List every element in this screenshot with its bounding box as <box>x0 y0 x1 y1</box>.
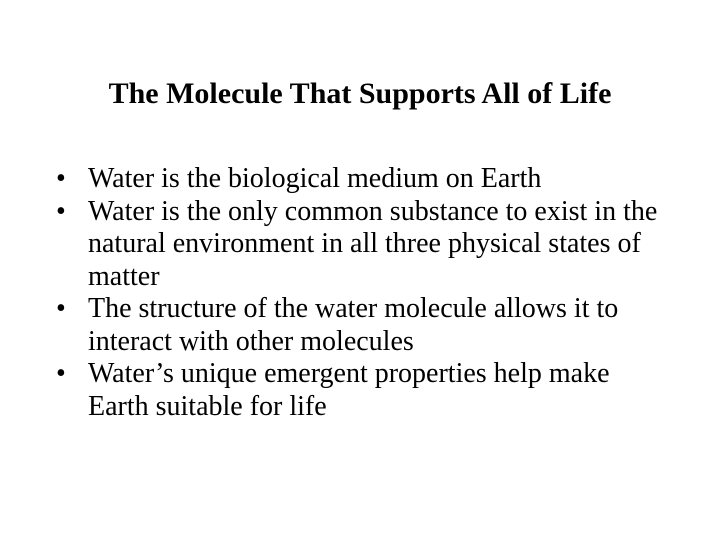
bullet-item <box>56 358 676 423</box>
bullet-list <box>56 163 676 423</box>
bullet-dot-icon: • <box>56 195 66 227</box>
bullet-text: Water is the only common substance to exist in the natural environment in all three physical states of matter <box>88 195 658 292</box>
bullet-item <box>56 196 676 294</box>
bullet-item <box>56 163 676 196</box>
bullet-item <box>56 293 676 358</box>
bullet-text: Water’s unique emergent properties help make Earth suitable for life <box>88 358 610 422</box>
slide-title: The Molecule That Supports All of Life <box>108 77 612 110</box>
bullet-dot-icon: • <box>56 358 66 389</box>
bullet-dot-icon: • <box>56 163 66 194</box>
bullet-dot-icon: • <box>56 293 66 324</box>
bullet-text: Water is the biological medium on Earth <box>88 163 542 194</box>
bullet-text: The structure of the water molecule allows it to interact with other molecules <box>88 293 619 357</box>
